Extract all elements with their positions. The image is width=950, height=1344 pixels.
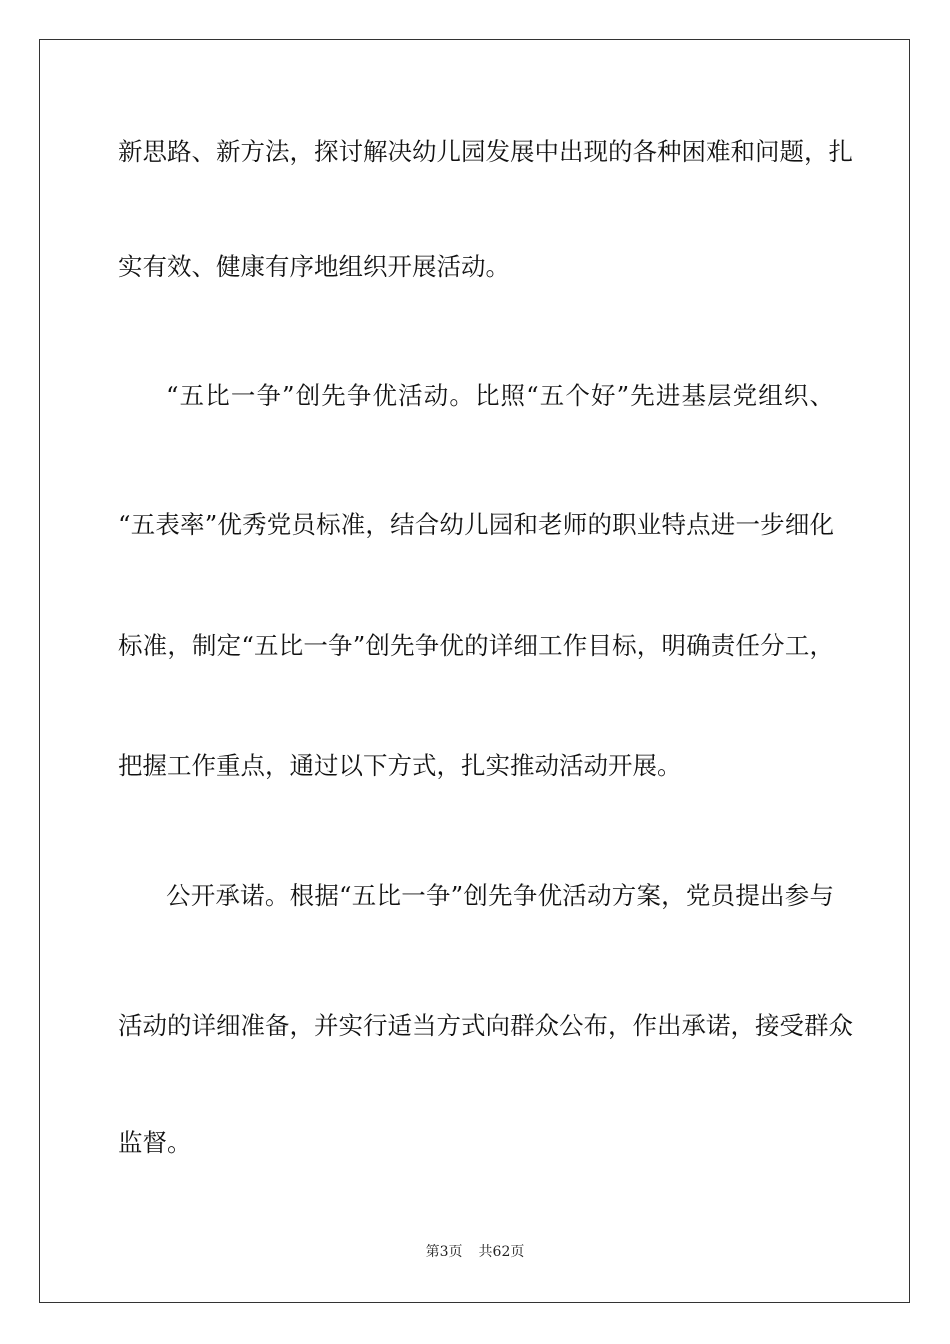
paragraph-start-line: “五比一争”创先争优活动。比照“五个好”先进基层党组织、 xyxy=(166,381,834,410)
text-line: 活动的详细准备，并实行适当方式向群众公布，作出承诺，接受群众 xyxy=(118,1011,853,1040)
text-line: 监督。 xyxy=(118,1128,192,1157)
text-line: “五表率”优秀党员标准，结合幼儿园和老师的职业特点进一步细化 xyxy=(118,510,834,539)
text-line: 把握工作重点，通过以下方式，扎实推动活动开展。 xyxy=(118,751,682,780)
paragraph-start-line: 公开承诺。根据“五比一争”创先争优活动方案，党员提出参与 xyxy=(166,881,834,910)
text-line: 标准，制定“五比一争”创先争优的详细工作目标，明确责任分工， xyxy=(118,631,834,660)
page-number: 第3页 xyxy=(425,1244,463,1260)
page-border xyxy=(39,39,910,1303)
page-footer xyxy=(0,1243,950,1261)
page-total: 共62页 xyxy=(478,1244,525,1260)
text-line: 实有效、健康有序地组织开展活动。 xyxy=(118,252,510,281)
text-line: 新思路、新方法，探讨解决幼儿园发展中出现的各种困难和问题，扎 xyxy=(118,137,853,166)
